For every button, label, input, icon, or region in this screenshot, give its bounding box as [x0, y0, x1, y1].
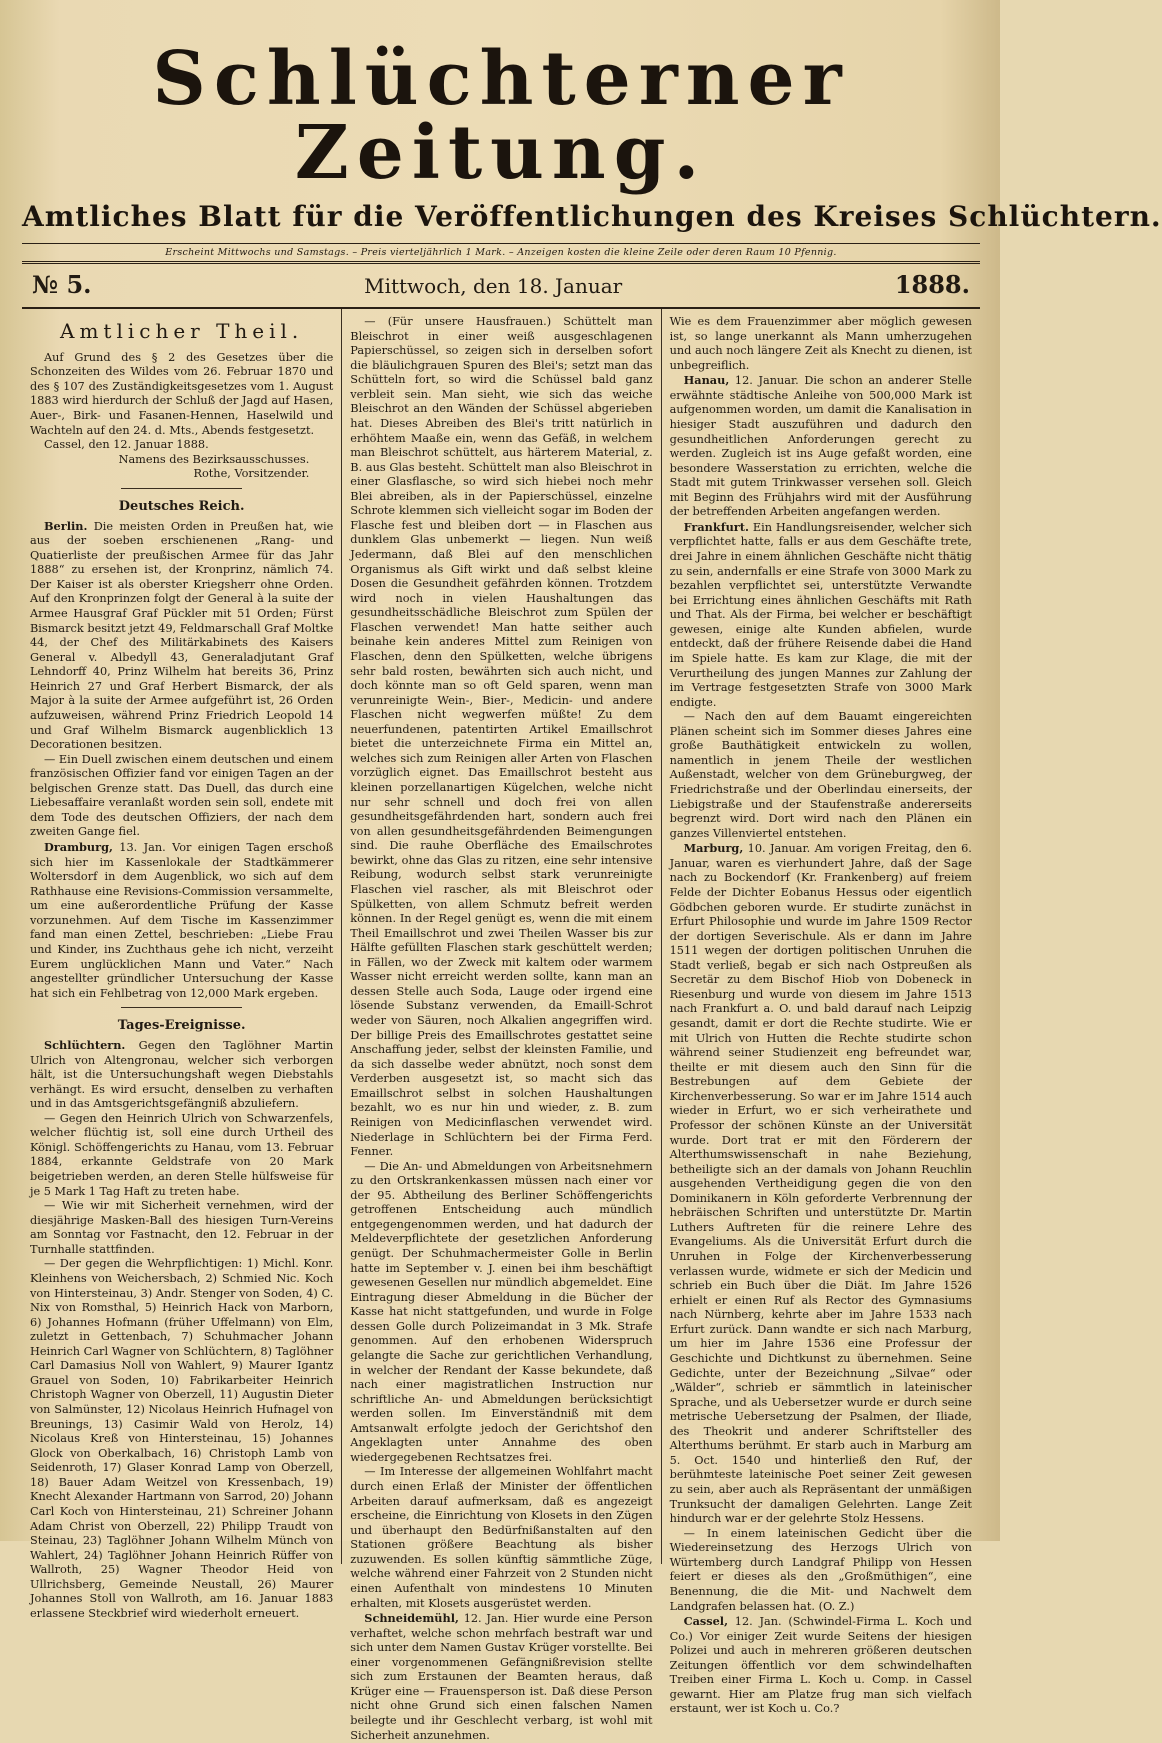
signature-line: Namens des Bezirksausschusses.: [118, 452, 310, 466]
article-paragraph: [30, 519, 333, 753]
article-paragraph: [670, 520, 972, 710]
column-1: [22, 309, 341, 1620]
issue-year: 1888.: [894, 270, 970, 299]
article-paragraph: — Gegen den Heinrich Ulrich von Schwarzenfels, welcher flüchtig ist, soll eine durch Urtheil des Königl. Schöffengerichts zu Hanau, vom 13. Februar 1884, erkannte Geldstrafe von 20 Mark beigetrieben werden, an deren Stelle hülfsweise für je 5 Mark 1 Tag Haft zu treten habe.: [30, 1111, 334, 1198]
place-name: Schneidemühl,: [364, 1611, 459, 1626]
article-paragraph: Wie es dem Frauenzimmer aber möglich gewesen ist, so lange unerkannt als Mann umherzugehen und auch noch längere Zeit als Knecht zu dienen, ist unbegreiflich.: [669, 315, 972, 372]
article-paragraph: [30, 840, 333, 1001]
article-text: Ein Handlungsreisender, welcher sich verpflichtet hatte, falls er aus dem Geschäfte trete, drei Jahre in einem ähnlichen Geschäfte nicht thätig zu sein, andernfalls er eine Strafe von 3000 Mark zu bezahlen verpflichtet sei, unterstützte Verwandte bei Errichtung eines ähnlichen Geschäfts mit Rath und That. Als der Firma, bei welcher er beschäftigt gewesen, einige alte Kunden abfielen, wurde entdeckt, daß der frühere Reisende dabei die Hand im Spiele hatte. Es kam zur Klage, die mit der Verurtheilung des jungen Mannes zur Zahlung der im Vertrage festgesetzten Strafe von 3000 Mark endigte.: [669, 520, 972, 709]
article-paragraph: [670, 841, 972, 1526]
place-name: Hanau,: [683, 373, 730, 388]
article-paragraph: — Der gegen die Wehrpflichtigen: 1) Michl. Konr. Kleinhens von Weichersbach, 2) Schmied Nic. Koch von Hintersteinau, 3) Andr. Stenger von Soden, 4) C. Nix von Romsthal, 5) Heinrich Hack von Marborn, 6) Johannes Hofmann (früher Uffelmann) von Elm, zuletzt in Gettenbach, 7) Schuhmacher Johann Heinrich Carl Wagner von Schlüchtern, 8) Taglöhner Carl Damasius Noll von Wahlert, 9) Maurer Igantz Grauel von Soden, 10) Fabrikarbeiter Heinrich Christoph Wagner von Oberzell, 11) Augustin Dieter von Salmünster, 12) Nicolaus Heinrich Hufnagel von Breunings, 13) Casimir Wald von Herolz, 14) Nicolaus Kreß von Hintersteinau, 15) Johannes Glock von Oberkalbach, 16) Christoph Lamb von Seidenroth, 17) Glaser Konrad Lamp von Oberzell, 18) Bauer Adam Weitzel von Kressenbach, 19) Knecht Alexander Hartmann von Sarrod, 20) Johann Carl Koch von Hintersteinau, 21) Schreiner Johann Adam Christ von Oberzell, 22) Philipp Traudt von Steinau, 23) Taglöhner Johann Wilhelm Münch von Wahlert, 24) Taglöhner Johann Heinrich Rüffer von Wallroth, 25) Wagner Theodor Heid von Ullrichsberg, Gemeinde Neustall, 26) Maurer Johannes Stoll von Wallroth, am 16. Januar 1883 erlassene Steckbrief wird wiederholt erneuert.: [30, 1257, 334, 1620]
article-text: 12. Jan. Hier wurde eine Person verhaftet, welche schon mehrfach bestraft war und sich unter dem Namen Gustav Krüger vorstellte. Bei einer vorgenommenen Gefängnißrevision stellte sich zum Erstaunen der Beamten heraus, daß Krüger eine — Frauensperson ist. Daß diese Person nicht ohne Grund sich einen falschen Namen beilegte und ihr Geschlecht verbarg, ist wohl mit Sicherheit anzunehmen.: [350, 1612, 653, 1742]
masthead-subtitle: Amtliches Blatt für die Veröffentlichungen des Kreises Schlüchtern.: [22, 200, 1162, 233]
section-head-reich: Deutsches Reich.: [118, 498, 245, 514]
column-3: [661, 309, 980, 1716]
section-title-amtlich: Amtlicher Theil.: [60, 319, 304, 343]
publication-info: Erscheint Mittwochs und Samstags. – Preis vierteljährlich 1 Mark. – Anzeigen kosten die kleine Zeile oder deren Raum 10 Pfennig.: [165, 247, 837, 258]
article-paragraph: [670, 373, 972, 520]
article-text: Die meisten Orden in Preußen hat, wie aus der soeben erschienenen „Rang- und Quatierliste der preußischen Armee für das Jahr 1888“ zu ersehen ist, der Kronprinz, nämlich 74. Der Kaiser ist als oberster Kriegsherr ohne Orden. Auf den Kronprinzen folgt der General à la suite der Armee Hausgraf Graf Pückler mit 51 Orden; Fürst Bismarck besitzt jetzt 49, Feldmarschall Graf Moltke 44, der Chef des Militärkabinets des Kaisers General v. Albedyll 43, Generaladjutant Graf Lehndorff 40, Prinz Wilhelm hat bereits 36, Prinz Heinrich 27 und Graf Herbert Bismarck, der als Major à la suite der Armee aufgeführt ist, 26 Orden aufzuweisen, während Prinz Friedrich Leopold 14 und Graf Wilhelm Bismarck augenblicklich 13 Decorationen besitzen.: [30, 519, 334, 752]
article-paragraph: Cassel, den 12. Januar 1888.: [44, 438, 209, 452]
article-paragraph: — In einem lateinischen Gedicht über die Wiedereinsetzung des Herzogs Ulrich von Würtemberg durch Landgraf Philipp von Hessen feiert er dieses als den „Großmüthigen“, eine Benennung, die die Mit- und Nachwelt dem Landgrafen belassen hat. (O. Z.): [669, 1526, 972, 1613]
article-paragraph: [670, 1614, 972, 1717]
article-paragraph: — Die An- und Abmeldungen von Arbeitsnehmern zu den Ortskrankenkassen müssen nach einer vor der 95. Abtheilung des Berliner Schöffengerichts getroffenen Entscheidung auch mündlich entgegengenommen werden, und hat dadurch der Meldeverpflichtete der gesetzlichen Anforderung genügt. Der Schuhmachermeister Golle in Berlin hatte im September v. J. einen bei ihm beschäftigt gewesenen Gesellen nur mündlich abgemeldet. Eine Eintragung dieser Abmeldung in die Bücher der Kasse hat nicht stattgefunden, und wurde in Folge dessen Golle durch Polizeimandat in 3 Mk. Strafe genommen. Auf den erhobenen Widerspruch gelangte die Sache zur gerichtlichen Verhandlung, in welcher der Rendant der Kasse bekundete, daß nach einer magistratlichen Instruction nur schriftliche An- und Abmeldungen berücksichtigt werden sollen. Im Einverständniß mit dem Amtsanwalt erfolgte jedoch der Gerichtshof den Angeklagten unter Annahme des oben wiedergegebenen Rechtsatzes frei.: [350, 1159, 653, 1464]
article-paragraph: — Wie wir mit Sicherheit vernehmen, wird der diesjährige Masken-Ball des hiesigen Turn-Vereins am Sonntag vor Fastnacht, den 12. Februar in der Turnhalle stattfinden.: [30, 1199, 334, 1256]
place-name: Frankfurt.: [683, 519, 749, 534]
place-name: Schlüchtern.: [44, 1037, 126, 1052]
article-text: 12. Jan. (Schwindel-Firma L. Koch und Co.) Vor einiger Zeit wurde Seitens der hiesigen Polizei und auch in mehreren größeren deutschen Zeitungen öffentlich vor dem schwindelhaften Treiben einer Firma L. Koch u. Comp. in Cassel gewarnt. Hier am Platze frug man sich vielfach erstaunt, wer ist Koch u. Co.?: [669, 1615, 972, 1716]
place-name: Berlin.: [44, 518, 88, 533]
article-columns: [22, 307, 980, 1742]
issue-date: Mittwoch, den 18. Januar: [364, 274, 623, 298]
place-name: Dramburg,: [44, 840, 113, 854]
place-name: Marburg,: [683, 841, 744, 856]
issue-number: № 5.: [32, 270, 92, 299]
article-paragraph: Auf Grund des § 2 des Gesetzes über die Schonzeiten des Wildes vom 26. Februar 1870 und des § 107 des Zuständigkeitsgesetzes vom 1. August 1883 wird hierdurch der Schluß der Jagd auf Hasen, Auer-, Birk- und Fasanen-Hennen, Haselwild und Wachteln auf den 24. d. Mts., Abends festgesetzt.: [30, 350, 334, 437]
separator: [121, 488, 242, 489]
article-paragraph: [30, 1038, 333, 1112]
article-paragraph: — (Für unsere Hausfrauen.) Schüttelt man Bleischrot in einer weiß ausgeschlagenen Papierschüssel, so zeigen sich in derselben sofort die bläulichgrauen Spuren des Blei's; setzt man das Schütteln fort, so wird die Schüssel bald ganz verbleit sein. Man sieht, wie sich das weiche Bleischrot an den Wänden der Schüssel abgerieben hat. Dieses Abreiben des Blei's tritt natürlich in erhöhtem Maaße ein, wenn das Gefäß, in welchem man Bleischrot schüttelt, aus härterem Material, z. B. aus Glas besteht. Schüttelt man also Bleischrot in einer Glasflasche, so wird sich hiebei noch mehr Blei abreiben, als in der Papierschüssel, einzelne Schrote klemmen sich vielleicht sogar im Boden der Flasche fest und bleiben dort — in Flaschen aus dunklem Glas unbemerkt — liegen. Nun weiß Jedermann, daß Blei auf den menschlichen Organismus als Gift wirkt und daß selbst kleine Dosen die Gesundheit gefährden können. Trotzdem wird noch in vielen Haushaltungen das gesundheitsschädliche Bleischrot zum Spülen der Flaschen verwendet! Man hatte seither auch beinahe kein anderes Mittel zum Reinigen von Flaschen, denn den Spülketten, welche übrigens sehr bald rosten, bewährten sich auch nicht, und doch könnte man so oft Geld sparen, wenn man verunreinigte Wein-, Bier-, Medicin- und andere Flaschen nicht wegwerfen müßte! Zu dem neuerfundenen, patentirten Artikel Emaillschrot bietet die unterzeichnete Firma ein Mittel an, welches sich zum Reinigen aller Arten von Flaschen vorzüglich eignet. Das Emaillschrot besteht aus kleinen porzellanartigen Kügelchen, welche nicht nur sehr schnell und doch frei von allen gesundheitsgefährdenden hart, sondern auch frei von allen gesundheitsgefährdenden Beimengungen sind. Die rauhe Oberfläche des Emailschrotes bewirkt, ohne das Glas zu ritzen, eine sehr intensive Reibung, wodurch selbst stark verunreinigte Flaschen viel rascher, als mit Bleischrot oder Spülketten, von allem Schmutz befreit werden können. In der Regel genügt es, wenn die mit einem Theil Emaillschrot und zwei Theilen Wasser bis zur Hälfte gefüllten Flaschen stark geschüttelt werden; in Fällen, wo der Zweck mit kaltem oder warmem Wasser nicht erreicht werden sollte, kann man an dessen Stelle auch Soda, Lauge oder irgend eine lösende Substanz verwenden, da Emaill-Schrot weder von Säuren, noch Alkalien angegriffen wird. Der billige Preis des Emaillschrotes gestattet seine Anschaffung jeder, selbst der kleinsten Familie, und da sich dasselbe weder abnützt, noch sonst dem Verderben ausgesetzt ist, so macht sich das Emaillschrot selbst in solchen Haushaltungen bezahlt, wo es nur hin und wieder, z. B. zum Reinigen von Medicinflaschen verwendet wird. Niederlage in Schlüchtern bei der Firma Ferd. Fenner.: [350, 315, 653, 1159]
section-head-tages: Tages-Ereignisse.: [117, 1018, 246, 1034]
article-paragraph: — Nach den auf dem Bauamt eingereichten Plänen scheint sich im Sommer dieses Jahres eine große Bauthätigkeit entwickeln zu wollen, namentlich in jenem Theile der westlichen Außenstadt, welcher von dem Grüneburgweg, der Friedrichstraße und der Oberlindau einerseits, der Liebigstraße und der Staufenstraße andererseits begrenzt wird. Dort wird nach den Plänen ein ganzes Villenviertel entstehen.: [669, 710, 972, 840]
article-paragraph: [350, 1611, 652, 1743]
article-text: 10. Januar. Am vorigen Freitag, den 6. Januar, waren es vierhundert Jahre, daß der Sage nach zu Bockendorf (Kr. Frankenberg) auf freiem Felde der Dichter Eobanus Hessus oder eigentlich Gödbchen geboren wurde. Er studirte zunächst in Erfurt Philosophie und wurde im Jahre 1509 Rector der dortigen Severischule. Als er dann im Jahre 1511 wegen der dortigen politischen Unruhen die Stadt verließ, begab er sich nach Ostpreußen als Secretär zu dem Bischof Hiob von Dobeneck in Riesenburg und wurde von diesem im Jahre 1513 nach Frankfurt a. O. und bald darauf nach Leipzig gesandt, damit er dort die Rechte studirte. Wie er mit Ulrich von Hutten die Rechte studirte schon während seiner Studienzeit eng befreundet war, theilte er mit diesem auch den Sinn für die Bestrebungen auf dem Gebiete der Kirchenverbesserung. So war er im Jahre 1514 auch wieder in Erfurt, wo er sich verheirathete und Professor der schönen Künste an der Universität wurde. Dort trat er mit den Förderern der Alterthumswissenschaft in nahe Beziehung, betheiligte sich an der damals von Johann Reuchlin ausgehenden Vertheidigung gegen die von den Dominikanern in Köln geforderte Verbrennung der hebräischen Schriften und unterstützte Dr. Martin Luthers Auftreten für die reinere Lehre des Evangeliums. Als die Universität Erfurt durch die Unruhen in Folge der Kirchenverbesserung verlassen wurde, widmete er sich der Medicin und schrieb ein Buch über die Diät. Im Jahre 1526 erhielt er einen Ruf als Rector des Gymnasiums nach Nürnberg, kehrte aber im Jahre 1533 nach Erfurt zurück. Dann wandte er sich nach Marburg, um hier im Jahre 1536 eine Professur der Geschichte und Dichtkunst zu übernehmen. Seine Gedichte, unter der Bezeichnung „Silvae“ oder „Wälder“, schrieb er sämmtlich in lateinischer Sprache, und als Uebersetzer wurde er durch seine metrische Uebersetzung der Psalmen, der Iliade, des Theokrit und anderer Schriftsteller des Alterthums berühmt. Er starb auch in Marburg am 5. Oct. 1540 und hinterließ den Ruf, der berühmteste lateinische Poet seiner Zeit gewesen zu sein, aber auch als Repräsentant der unmäßigen Trunksucht der damaligen Gelehrten. Lange Zeit hindurch war er der gelehrte Stolz Hessens.: [669, 842, 972, 1526]
column-2: [341, 309, 660, 1742]
masthead-title: Schlüchterner Zeitung.: [152, 36, 850, 196]
place-name: Cassel,: [683, 1614, 729, 1629]
article-text: Gegen den Taglöhner Martin Ulrich von Altengronau, welcher sich verborgen hält, ist die Untersuchungshaft wegen Diebstahls verhängt. Es wird ersucht, denselben zu verhaften und in das Amtsgerichtsgefängniß abzuliefern.: [30, 1038, 334, 1111]
article-paragraph: — Ein Duell zwischen einem deutschen und einem französischen Offizier fand vor einigen Tagen an der belgischen Grenze statt. Das Duell, das durch eine Liebesaffaire veranlaßt worden sein soll, endete mit dem Tode des deutschen Offiziers, der nach dem zweiten Gange fiel.: [30, 752, 334, 839]
signature-line: Rothe, Vorsitzender.: [193, 467, 310, 481]
article-paragraph: — Im Interesse der allgemeinen Wohlfahrt macht durch einen Erlaß der Minister der öffentlichen Arbeiten darauf aufmerksam, daß es angezeigt erscheine, die Einrichtung von Klosets in den Zügen und überhaupt den Bedürfnißanstalten auf den Stationen größere Beachtung als bisher zuzuwenden. Es sollen künftig sämmtliche Züge, welche während einer Fahrzeit von 2 Stunden nicht einen Aufenthalt von mindestens 10 Minuten erhalten, mit Klosets ausgerüstet werden.: [350, 1465, 653, 1610]
dateline: [22, 264, 980, 303]
separator: [121, 1007, 242, 1008]
article-text: 12. Januar. Die schon an anderer Stelle erwähnte städtische Anleihe von 500,000 Mark ist aufgenommen worden, um damit die Kanalisation in hiesiger Stadt auszuführen und dadurch den gesundheitlichen Anforderungen gerecht zu werden. Zugleich ist ins Auge gefaßt worden, eine besondere Wasserstation zu errichten, welche die Stadt mit gutem Trinkwasser versehen soll. Gleich mit Beginn des Frühjahrs wird mit der Ausführung der betreffenden Arbeiten angefangen werden.: [669, 374, 972, 519]
article-text: 13. Jan. Vor einigen Tagen erschoß sich hier im Kassenlokale der Stadtkämmerer Woltersdorf in dem Augenblick, wo sich auf dem Rathhause eine Revisions-Commission versammelte, um eine außerordentliche Prüfung der Kasse vorzunehmen. Auf dem Tische im Kassenzimmer fand man einen Zettel, beschrieben: „Liebe Frau und Kinder, ins Zuchthaus gehe ich nicht, verzeiht Eurem unglücklichen Mann und Vater.“ Nach angestellter gründlicher Untersuchung der Kasse hat sich ein Fehlbetrag von 12,000 Mark ergeben.: [30, 841, 334, 1000]
